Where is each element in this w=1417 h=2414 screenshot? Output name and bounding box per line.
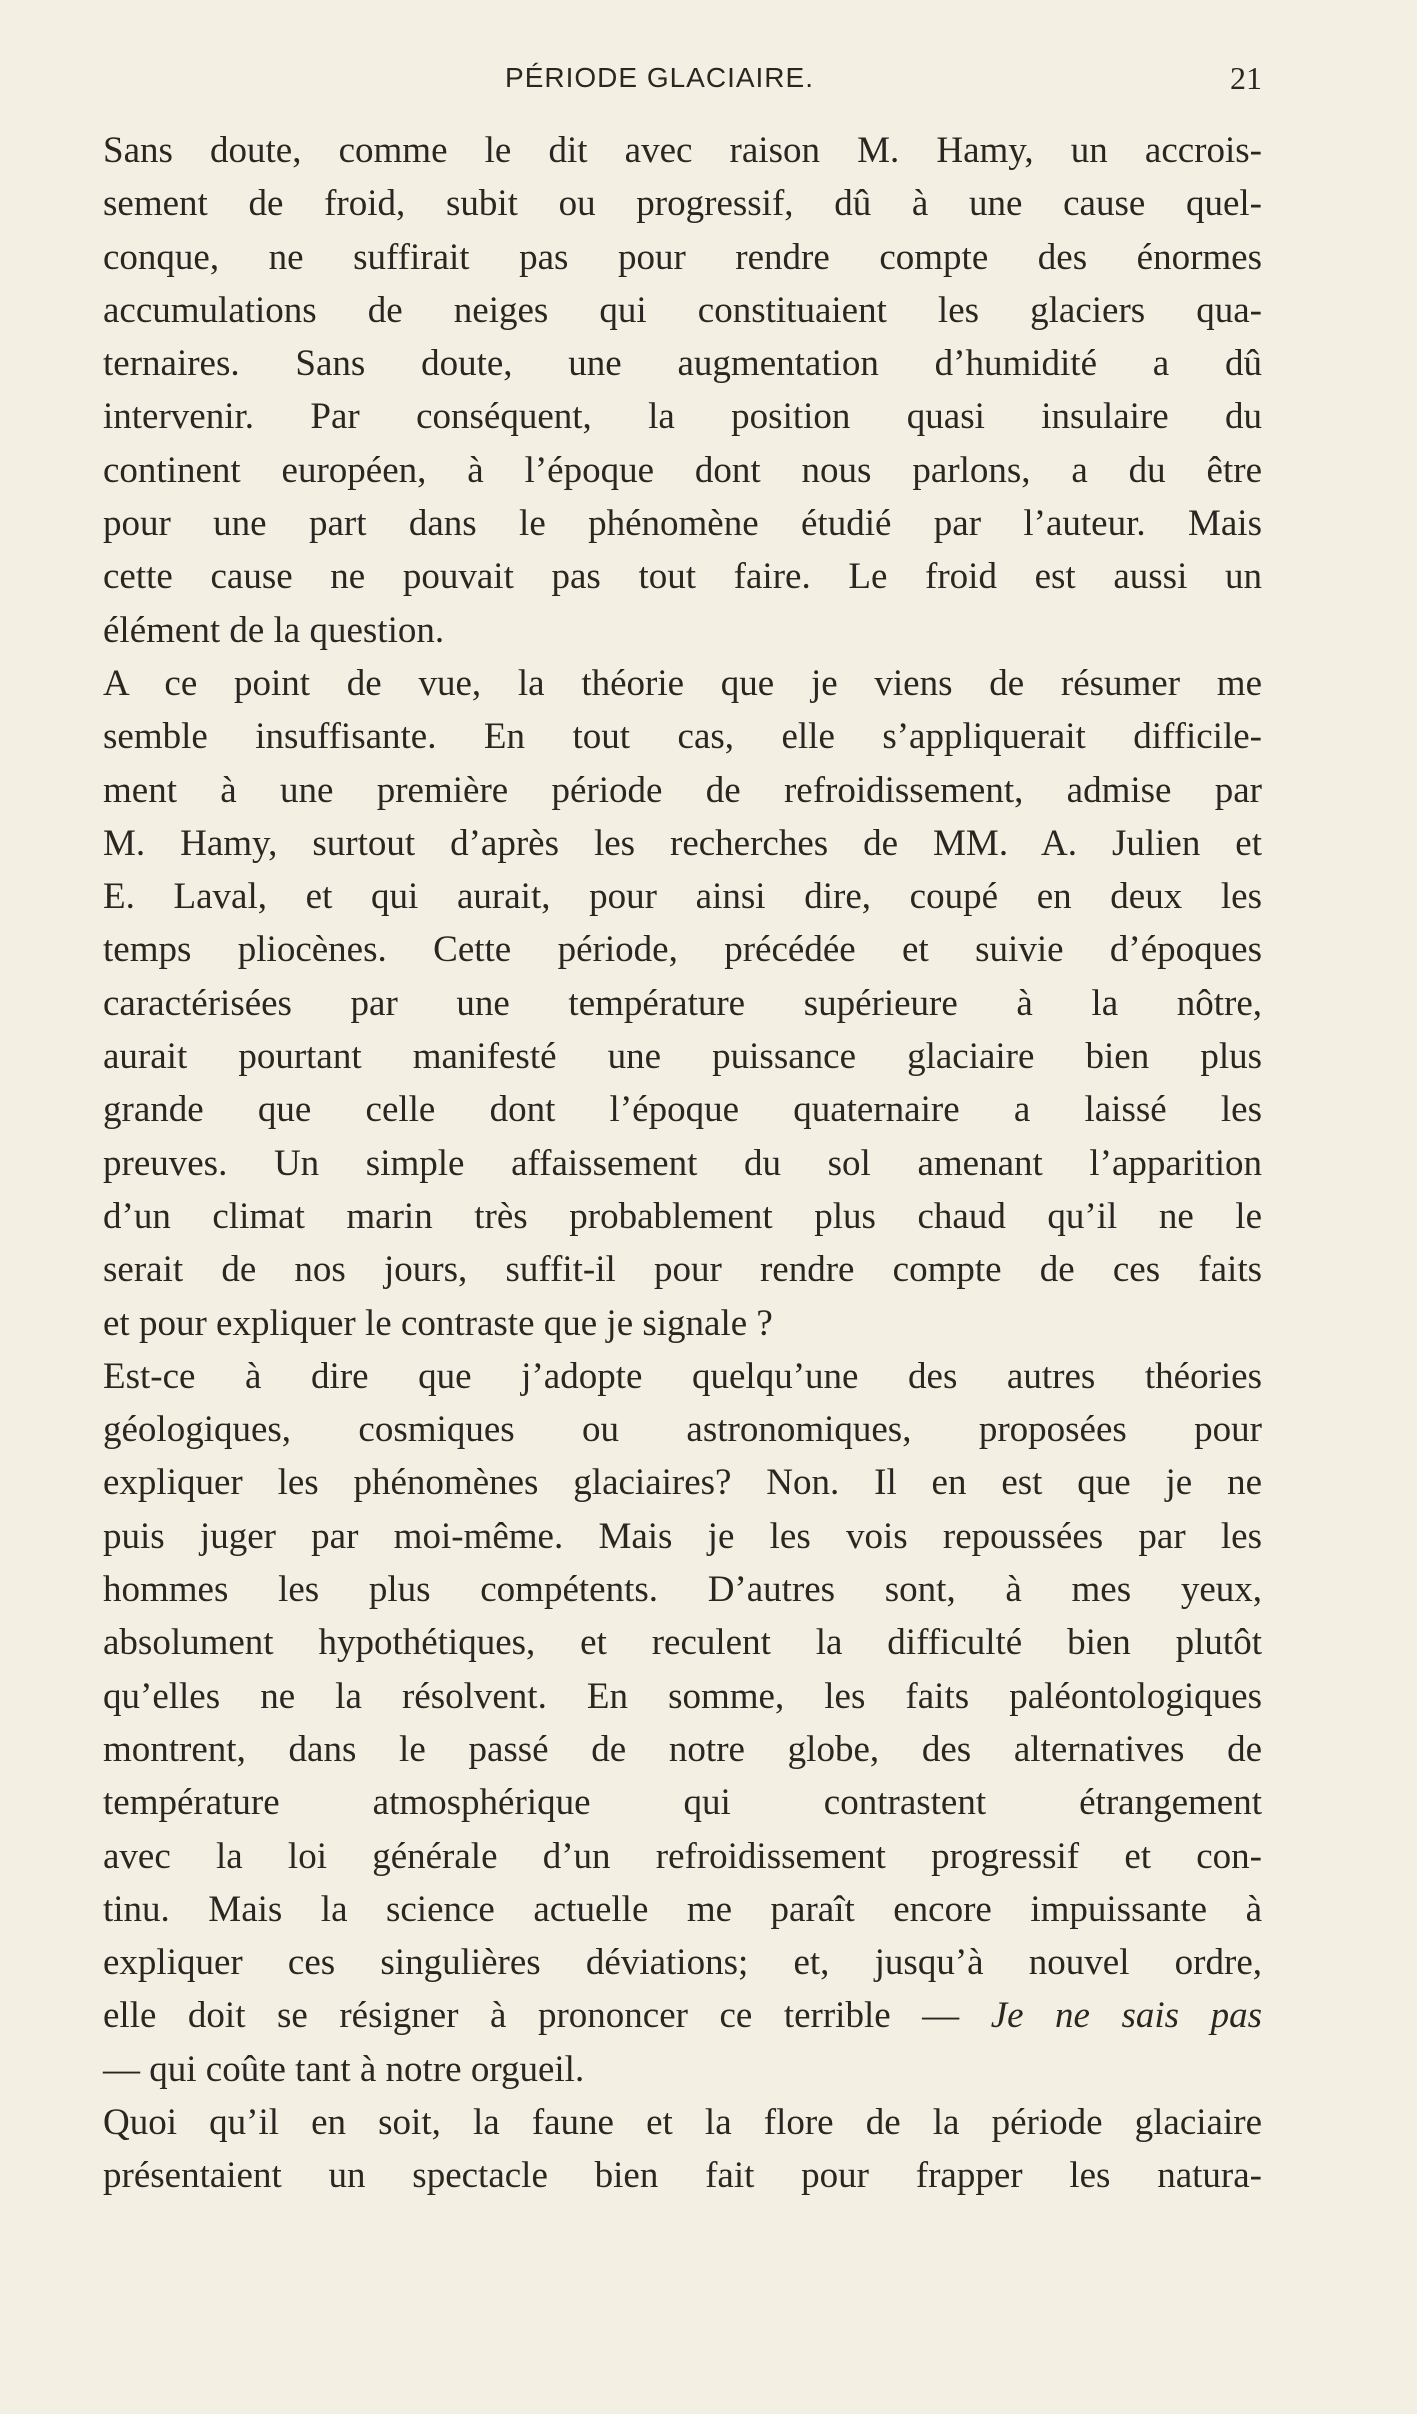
body-text: [57, 124, 1262, 2203]
paragraph-3: [57, 1350, 1262, 2096]
running-head-title: PÉRIODE GLACIAIRE.: [505, 62, 814, 93]
text-line: montrent, dans le passé de notre globe, des alternatives de: [103, 1728, 1262, 1770]
text-line: présentaient un spectacle bien fait pour frapper les natura-: [103, 2155, 1262, 2197]
text-line: qu’elles ne la résolvent. En somme, les faits paléontologiques: [103, 1675, 1262, 1717]
text-line: Sans doute, comme le dit avec raison M. Hamy, un accrois-: [103, 130, 1262, 171]
text-line: Quoi qu’il en soit, la faune et la flore de la période glaciaire: [103, 2101, 1262, 2143]
text-line: sement de froid, subit ou progressif, dû à une cause quel-: [103, 183, 1262, 225]
page-number: 21: [1230, 60, 1262, 96]
text-line: temps pliocènes. Cette période, précédée et suivie d’époques: [103, 929, 1262, 971]
text-line: — qui coûte tant à notre orgueil.: [103, 2048, 585, 2090]
text-line: avec la loi générale d’un refroidissement progressif et con-: [103, 1835, 1262, 1877]
text-line: tinu. Mais la science actuelle me paraît encore impuissante à: [103, 1888, 1262, 1930]
text-line: élément de la question.: [103, 609, 445, 651]
text-line: semble insuffisante. En tout cas, elle s’appliquerait difficile-: [103, 716, 1262, 758]
text-line: expliquer les phénomènes glaciaires? Non. Il en est que je ne: [103, 1462, 1262, 1504]
text-line: géologiques, cosmiques ou astronomiques, proposées pour: [103, 1409, 1262, 1451]
text-line: E. Laval, et qui aurait, pour ainsi dire, coupé en deux les: [103, 876, 1262, 918]
text-line: cette cause ne pouvait pas tout faire. Le froid est aussi un: [103, 556, 1262, 598]
text-line: expliquer ces singulières déviations; et, jusqu’à nouvel ordre,: [103, 1942, 1262, 1984]
text-line: M. Hamy, surtout d’après les recherches de MM. A. Julien et: [103, 822, 1262, 864]
running-head: [57, 56, 1262, 100]
paragraph-1: [57, 124, 1262, 657]
text-line: absolument hypothétiques, et reculent la difficulté bien plutôt: [103, 1622, 1262, 1664]
text-line: puis juger par moi-même. Mais je les vois repoussées par les: [103, 1515, 1262, 1557]
text-line: ment à une première période de refroidissement, admise par: [103, 769, 1262, 811]
text-line: preuves. Un simple affaissement du sol amenant l’apparition: [103, 1142, 1262, 1184]
text-line: ternaires. Sans doute, une augmentation d’humidité a dû: [103, 343, 1262, 385]
text-line: A ce point de vue, la théorie que je viens de résumer me: [103, 662, 1262, 704]
paragraph-2: [57, 657, 1262, 1350]
text-line: d’un climat marin très probablement plus chaud qu’il ne le: [103, 1195, 1262, 1237]
text-line: accumulations de neiges qui constituaient les glaciers qua-: [103, 289, 1262, 331]
text-line: température atmosphérique qui contrastent étrangement: [103, 1782, 1262, 1824]
text-line: hommes les plus compétents. D’autres sont, à mes yeux,: [103, 1569, 1262, 1611]
text-line: caractérisées par une température supérieure à la nôtre,: [103, 982, 1262, 1024]
paragraph-4: [57, 2096, 1262, 2203]
text-line: Est-ce à dire que j’adopte quelqu’une des autres théories: [103, 1355, 1262, 1397]
text-line: et pour expliquer le contraste que je signale ?: [103, 1302, 773, 1344]
text-line: serait de nos jours, suffit-il pour rendre compte de ces faits: [103, 1249, 1262, 1291]
text-line: pour une part dans le phénomène étudié par l’auteur. Mais: [103, 503, 1262, 545]
italic-phrase: Je ne sais pas: [990, 1995, 1262, 2037]
text-segment: elle doit se résigner à prononcer ce terrible —: [103, 1995, 991, 2037]
text-line: continent européen, à l’époque dont nous parlons, a du être: [103, 449, 1262, 491]
text-line: intervenir. Par conséquent, la position quasi insulaire du: [103, 396, 1262, 438]
text-line: aurait pourtant manifesté une puissance glaciaire bien plus: [103, 1036, 1262, 1078]
text-line: grande que celle dont l’époque quaternaire a laissé les: [103, 1089, 1262, 1131]
text-line: conque, ne suffirait pas pour rendre compte des énormes: [103, 236, 1262, 278]
text-line-with-italic: [57, 1989, 1262, 2042]
